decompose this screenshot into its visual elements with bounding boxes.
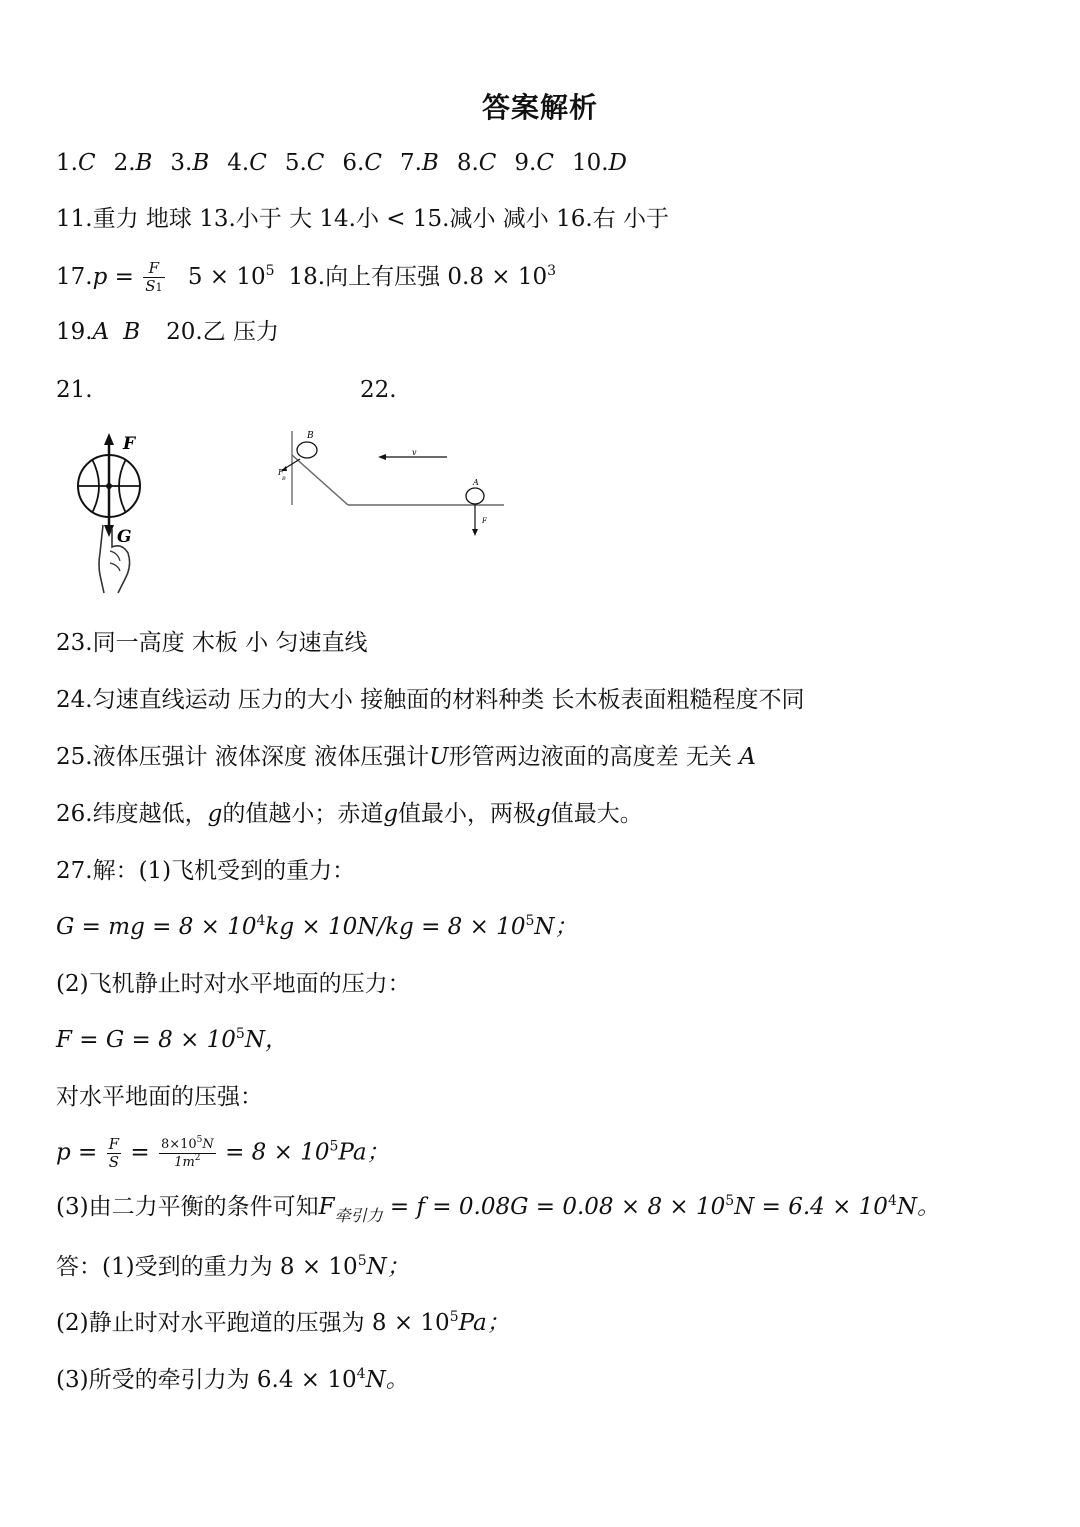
ball-b [297, 442, 317, 458]
mc-answer-item: 6.C [342, 150, 382, 176]
equation-pressure: p = $\frac{F}{S}$ = $\frac{8\times 10^5N}{1m^2}$ = $8 \times 10^5Pa$； [56, 1135, 390, 1171]
mc-answer-item: 1.C [56, 150, 96, 176]
mc-answer-item: 2.B [113, 150, 153, 176]
mc-answer-item: 9.C [514, 150, 554, 176]
answer-27-intro: 27.解：(1)飞机受到的重力： [56, 858, 356, 884]
mc-answer-item: 10.D [571, 150, 627, 176]
mc-answer-item: 3.B [170, 150, 210, 176]
mc-answer-item: 4.C [227, 150, 267, 176]
fraction-f-over-s: $\frac{F}{S}$ [108, 1135, 120, 1171]
fraction-values: $\frac{8\times 10^5N}{1m^2}$ [160, 1135, 214, 1170]
label-f: F [123, 434, 136, 454]
question-21-label: 21. [56, 377, 93, 403]
figure-21-basketball [70, 425, 160, 605]
label-g: G [117, 527, 132, 547]
equation-pressure-force: $F = G = 8 \times 10^5N$， [56, 1026, 288, 1053]
mc-answer-item: 8.C [456, 150, 497, 176]
answers-19-20: 19.A B 20.乙 压力 [56, 319, 279, 345]
answer-25: 25.液体压强计 液体深度 液体压强计U形管两边液面的高度差 无关 A [56, 744, 756, 770]
pressure-heading: 对水平地面的压强： [56, 1084, 263, 1110]
label-b: B [307, 431, 314, 441]
question-22-label: 22. [360, 377, 397, 403]
label-v: v [412, 448, 417, 457]
page-title: 答案解析 [481, 91, 598, 124]
final-answer-3: (3)所受的牵引力为 $6.4 \times 10^4N$。 [56, 1366, 409, 1393]
answer-23: 23.同一高度 木板 小 匀速直线 [56, 630, 368, 656]
answer-26: 26.纬度越低，g的值越小；赤道g值最小，两极g值最大。 [56, 801, 643, 827]
answer-27-part2: (2)飞机静止时对水平地面的压力： [56, 971, 411, 997]
final-answer-1: 答：(1)受到的重力为 $8 \times 10^5N$； [56, 1253, 410, 1280]
figure-22-slide [272, 425, 512, 540]
mc-answers [56, 148, 627, 178]
mc-answer-item: 7.B [399, 150, 439, 176]
equation-traction: (3)由二力平衡的条件可知$F_{牵引力} = f = 0.08G = 0.08 \times 8 \times 10^5N = 6.4 \times 10^4N$。 [56, 1193, 940, 1225]
ball-a [466, 488, 484, 504]
label-fb: F [278, 468, 284, 477]
label-fb-sub: B [282, 476, 286, 482]
answers-11-16: 11.重力 地球 13.小于 大 14.小 < 15.减小 减小 16.右 小于 [56, 206, 669, 232]
label-fa: F [482, 517, 487, 525]
answer-24: 24.匀速直线运动 压力的大小 接触面的材料种类 长木板表面粗糙程度不同 [56, 687, 805, 713]
answers-17-18: 17.p = $\frac{F}{S1}$ $5 \times 10^5$ 18.向上有压强 $0.8 \times 10^3$ [56, 259, 557, 295]
label-a: A [473, 478, 479, 487]
mc-answer-item: 5.C [284, 150, 325, 176]
equation-gravity: G = mg = $8 \times 10^4kg \times 10N/kg = 8 \times 10^5N$； [56, 913, 578, 940]
final-answer-2: (2)静止时对水平跑道的压强为 $8 \times 10^5Pa$； [56, 1309, 510, 1336]
fraction-f-over-s1: $\frac{F}{S1}$ [145, 259, 163, 295]
